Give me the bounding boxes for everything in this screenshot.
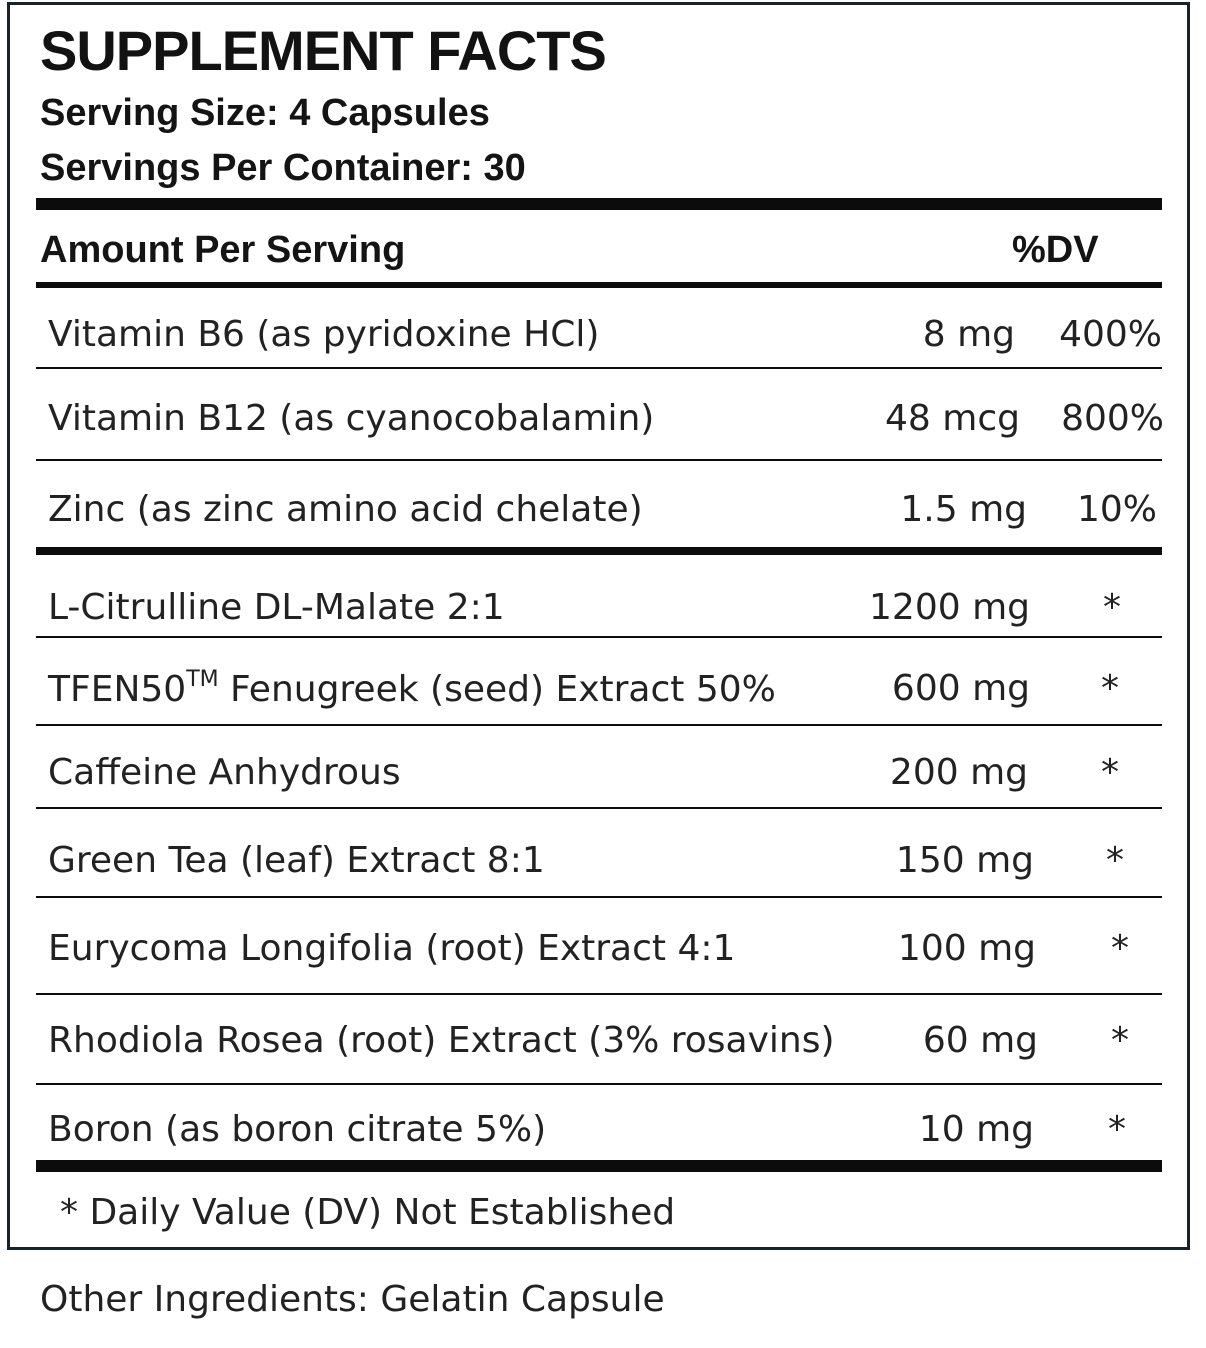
thick-divider [36, 1160, 1162, 1172]
rhodiola-amount: 60 mg [922, 1020, 1038, 1061]
trademark-mark: TM [186, 667, 219, 692]
boron-name: Boron (as boron citrate 5%) [48, 1109, 547, 1150]
row-divider [36, 1083, 1162, 1085]
fenugreek-name: TFEN50™ Fenugreek (seed) Extract 50% [48, 667, 776, 710]
vitamin-b12-dv: 800% [1061, 398, 1164, 439]
caffeine-amount: 200 mg [889, 752, 1028, 793]
green-tea-name: Green Tea (leaf) Extract 8:1 [48, 840, 545, 881]
header-divider [36, 282, 1162, 288]
rhodiola-dv: * [1111, 1020, 1129, 1061]
serving-size: Serving Size: 4 Capsules [40, 92, 490, 134]
vitamin-b12-name: Vitamin B12 (as cyanocobalamin) [48, 398, 655, 439]
dv-footnote: * Daily Value (DV) Not Established [60, 1192, 676, 1233]
citrulline-dv: * [1103, 587, 1121, 628]
boron-amount: 10 mg [918, 1109, 1034, 1150]
fenugreek-dv: * [1101, 668, 1119, 709]
vitamin-b6-dv: 400% [1059, 314, 1162, 355]
zinc-amount: 1.5 mg [900, 489, 1027, 530]
citrulline-name: L-Citrulline DL-Malate 2:1 [48, 587, 505, 628]
eurycoma-amount: 100 mg [897, 928, 1036, 969]
row-divider [36, 459, 1162, 461]
eurycoma-dv: * [1111, 928, 1129, 969]
zinc-dv: 10% [1076, 489, 1157, 530]
fenugreek-amount: 600 mg [891, 668, 1030, 709]
row-divider [36, 993, 1162, 995]
servings-per-container: Servings Per Container: 30 [40, 147, 526, 189]
thick-divider [36, 198, 1162, 210]
amount-per-serving-header: Amount Per Serving [40, 229, 406, 271]
vitamin-b6-name: Vitamin B6 (as pyridoxine HCl) [48, 314, 600, 355]
label-title: SUPPLEMENT FACTS [40, 19, 606, 82]
caffeine-name: Caffeine Anhydrous [48, 752, 401, 793]
green-tea-amount: 150 mg [895, 840, 1034, 881]
row-divider [36, 367, 1162, 369]
zinc-name: Zinc (as zinc amino acid chelate) [48, 489, 643, 530]
green-tea-dv: * [1106, 840, 1124, 881]
dv-header: %DV [1012, 229, 1099, 271]
row-divider [36, 724, 1162, 726]
row-divider [36, 896, 1162, 898]
boron-dv: * [1108, 1109, 1126, 1150]
caffeine-dv: * [1101, 752, 1119, 793]
row-divider [36, 636, 1162, 638]
row-divider [36, 807, 1162, 809]
rhodiola-name: Rhodiola Rosea (root) Extract (3% rosavins) [48, 1020, 835, 1061]
vitamin-b6-amount: 8 mg [922, 314, 1015, 355]
citrulline-amount: 1200 mg [869, 587, 1030, 628]
vitamin-b12-amount: 48 mcg [885, 398, 1020, 439]
eurycoma-name: Eurycoma Longifolia (root) Extract 4:1 [48, 928, 736, 969]
thick-divider [36, 547, 1162, 555]
other-ingredients: Other Ingredients: Gelatin Capsule [40, 1279, 665, 1320]
